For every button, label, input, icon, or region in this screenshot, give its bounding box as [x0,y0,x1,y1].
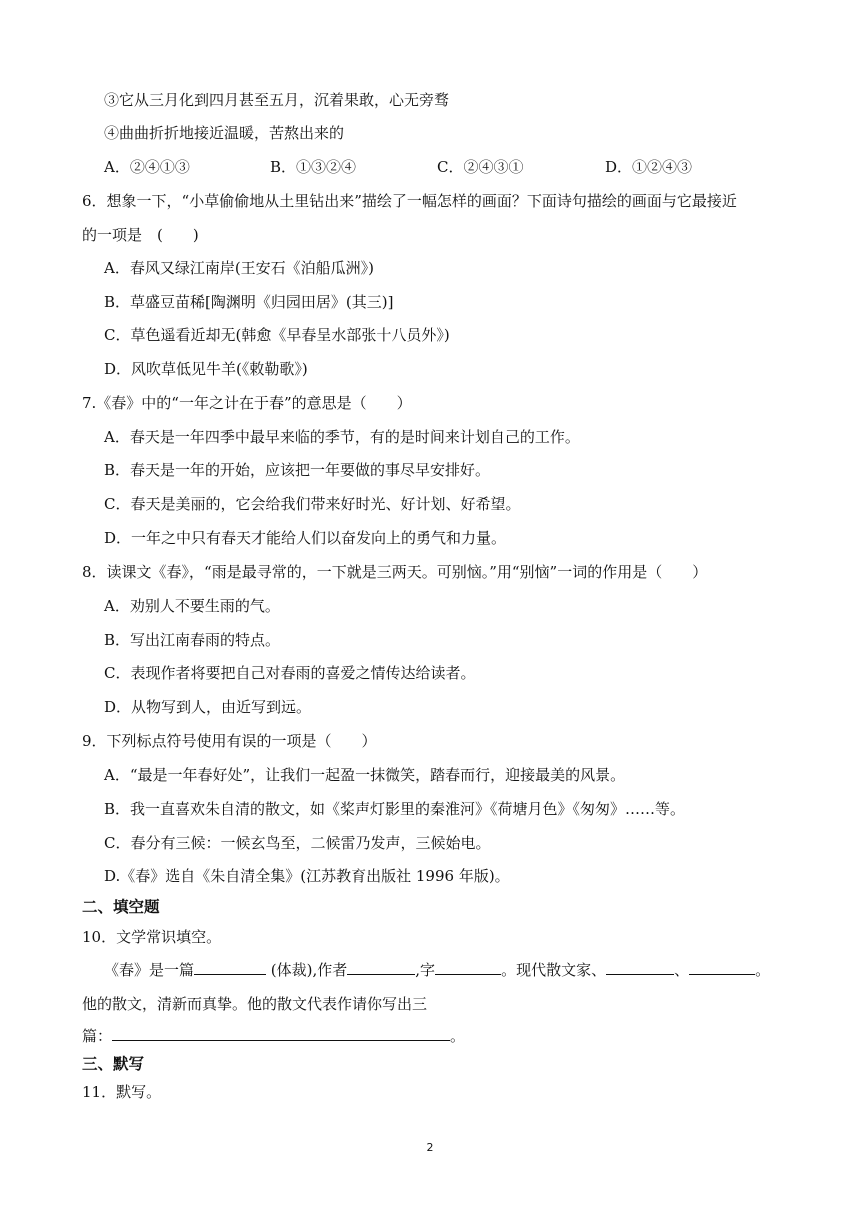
q5-item-4: ④曲曲折折地接近温暖，苦熬出来的 [104,124,345,142]
q8-option-c: C．表现作者将要把自己对春雨的喜爱之情传达给读者。 [104,664,476,682]
q6-option-d: D．风吹草低见牛羊(《敕勒歌》) [104,360,308,378]
q7-option-a: A．春天是一年四季中最早来临的季节，有的是时间来计划自己的工作。 [104,428,580,446]
blank-genre[interactable] [194,960,266,975]
q9-option-a: A．“最是一年春好处”，让我们一起盈一抹微笑，踏春而行，迎接最美的风景。 [104,766,626,784]
blank-identity-1[interactable] [606,960,674,975]
blank-author[interactable] [347,960,415,975]
q8-option-b: B．写出江南春雨的特点。 [104,631,281,649]
q5-option-c: C．②④③① [437,158,524,176]
q9-option-b: B．我一直喜欢朱自清的散文，如《桨声灯影里的秦淮河》《荷塘月色》《匆匆》……等。 [104,800,686,818]
q6-stem-line2: 的一项是 ( ) [82,226,199,244]
q10-text-3: ,字 [415,961,436,979]
q10-text-2: (体裁),作者 [270,961,348,979]
page-number: 2 [426,1141,434,1154]
section-heading-fill-in: 二、填空题 [82,898,160,916]
q6-option-b: B．草盛豆苗稀[陶渊明《归园田居》(其三)] [104,293,394,311]
blank-identity-2[interactable] [689,960,755,975]
q7-option-b: B．春天是一年的开始，应该把一年要做的事尽早安排好。 [104,461,491,479]
q10-fill-line [104,960,770,980]
q10-text-6: 。 [755,961,771,979]
q10-stem: 10．文学常识填空。 [82,928,222,946]
blank-representative-works[interactable] [112,1026,450,1041]
q11-stem: 11．默写。 [82,1083,162,1101]
q5-option-b: B．①③②④ [270,158,357,176]
q10-text-5: 、 [674,961,690,979]
q10-line3-label: 篇： [82,1027,113,1045]
section-heading-dictation: 三、默写 [82,1055,145,1073]
q10-text-4: 。现代散文家、 [501,961,607,979]
q9-option-c: C．春分有三候：一候玄鸟至，二候雷乃发声，三候始电。 [104,834,491,852]
q6-stem-line1: 6．想象一下，“小草偷偷地从土里钻出来”描绘了一幅怎样的画面？下面诗句描绘的画面与它最接近 [82,192,737,210]
q10-text-1: 《春》是一篇 [104,961,195,979]
q9-stem: 9．下列标点符号使用有误的一项是（ ） [82,732,377,750]
q6-option-c: C．草色遥看近却无(韩愈《早春呈水部张十八员外》) [104,326,450,344]
q5-option-a: A．②④①③ [104,158,190,176]
blank-courtesy-name[interactable] [435,960,501,975]
q8-option-d: D．从物写到人，由近写到远。 [104,698,312,716]
q9-option-d: D.《春》选自《朱自清全集》(江苏教育出版社 1996 年版)。 [104,867,510,885]
q10-line3-end: 。 [450,1027,466,1045]
q7-option-d: D．一年之中只有春天才能给人们以奋发向上的勇气和力量。 [104,529,507,547]
q10-line2: 他的散文，清新而真挚。他的散文代表作请你写出三 [82,995,428,1013]
q5-option-d: D．①②④③ [605,158,693,176]
q7-option-c: C．春天是美丽的，它会给我们带来好时光、好计划、好希望。 [104,495,521,513]
q8-stem: 8．读课文《春》，“雨是最寻常的，一下就是三两天。可别恼。”用“别恼”一词的作用是（ ） [82,563,708,581]
q8-option-a: A．劝别人不要生雨的气。 [104,597,280,615]
q7-stem: 7.《春》中的“一年之计在于春”的意思是（ ） [82,394,412,412]
q5-item-3: ③它从三月化到四月甚至五月，沉着果敢，心无旁骛 [104,91,450,109]
q6-option-a: A．春风又绿江南岸(王安石《泊船瓜洲》) [104,259,375,277]
q10-line3 [82,1026,465,1046]
